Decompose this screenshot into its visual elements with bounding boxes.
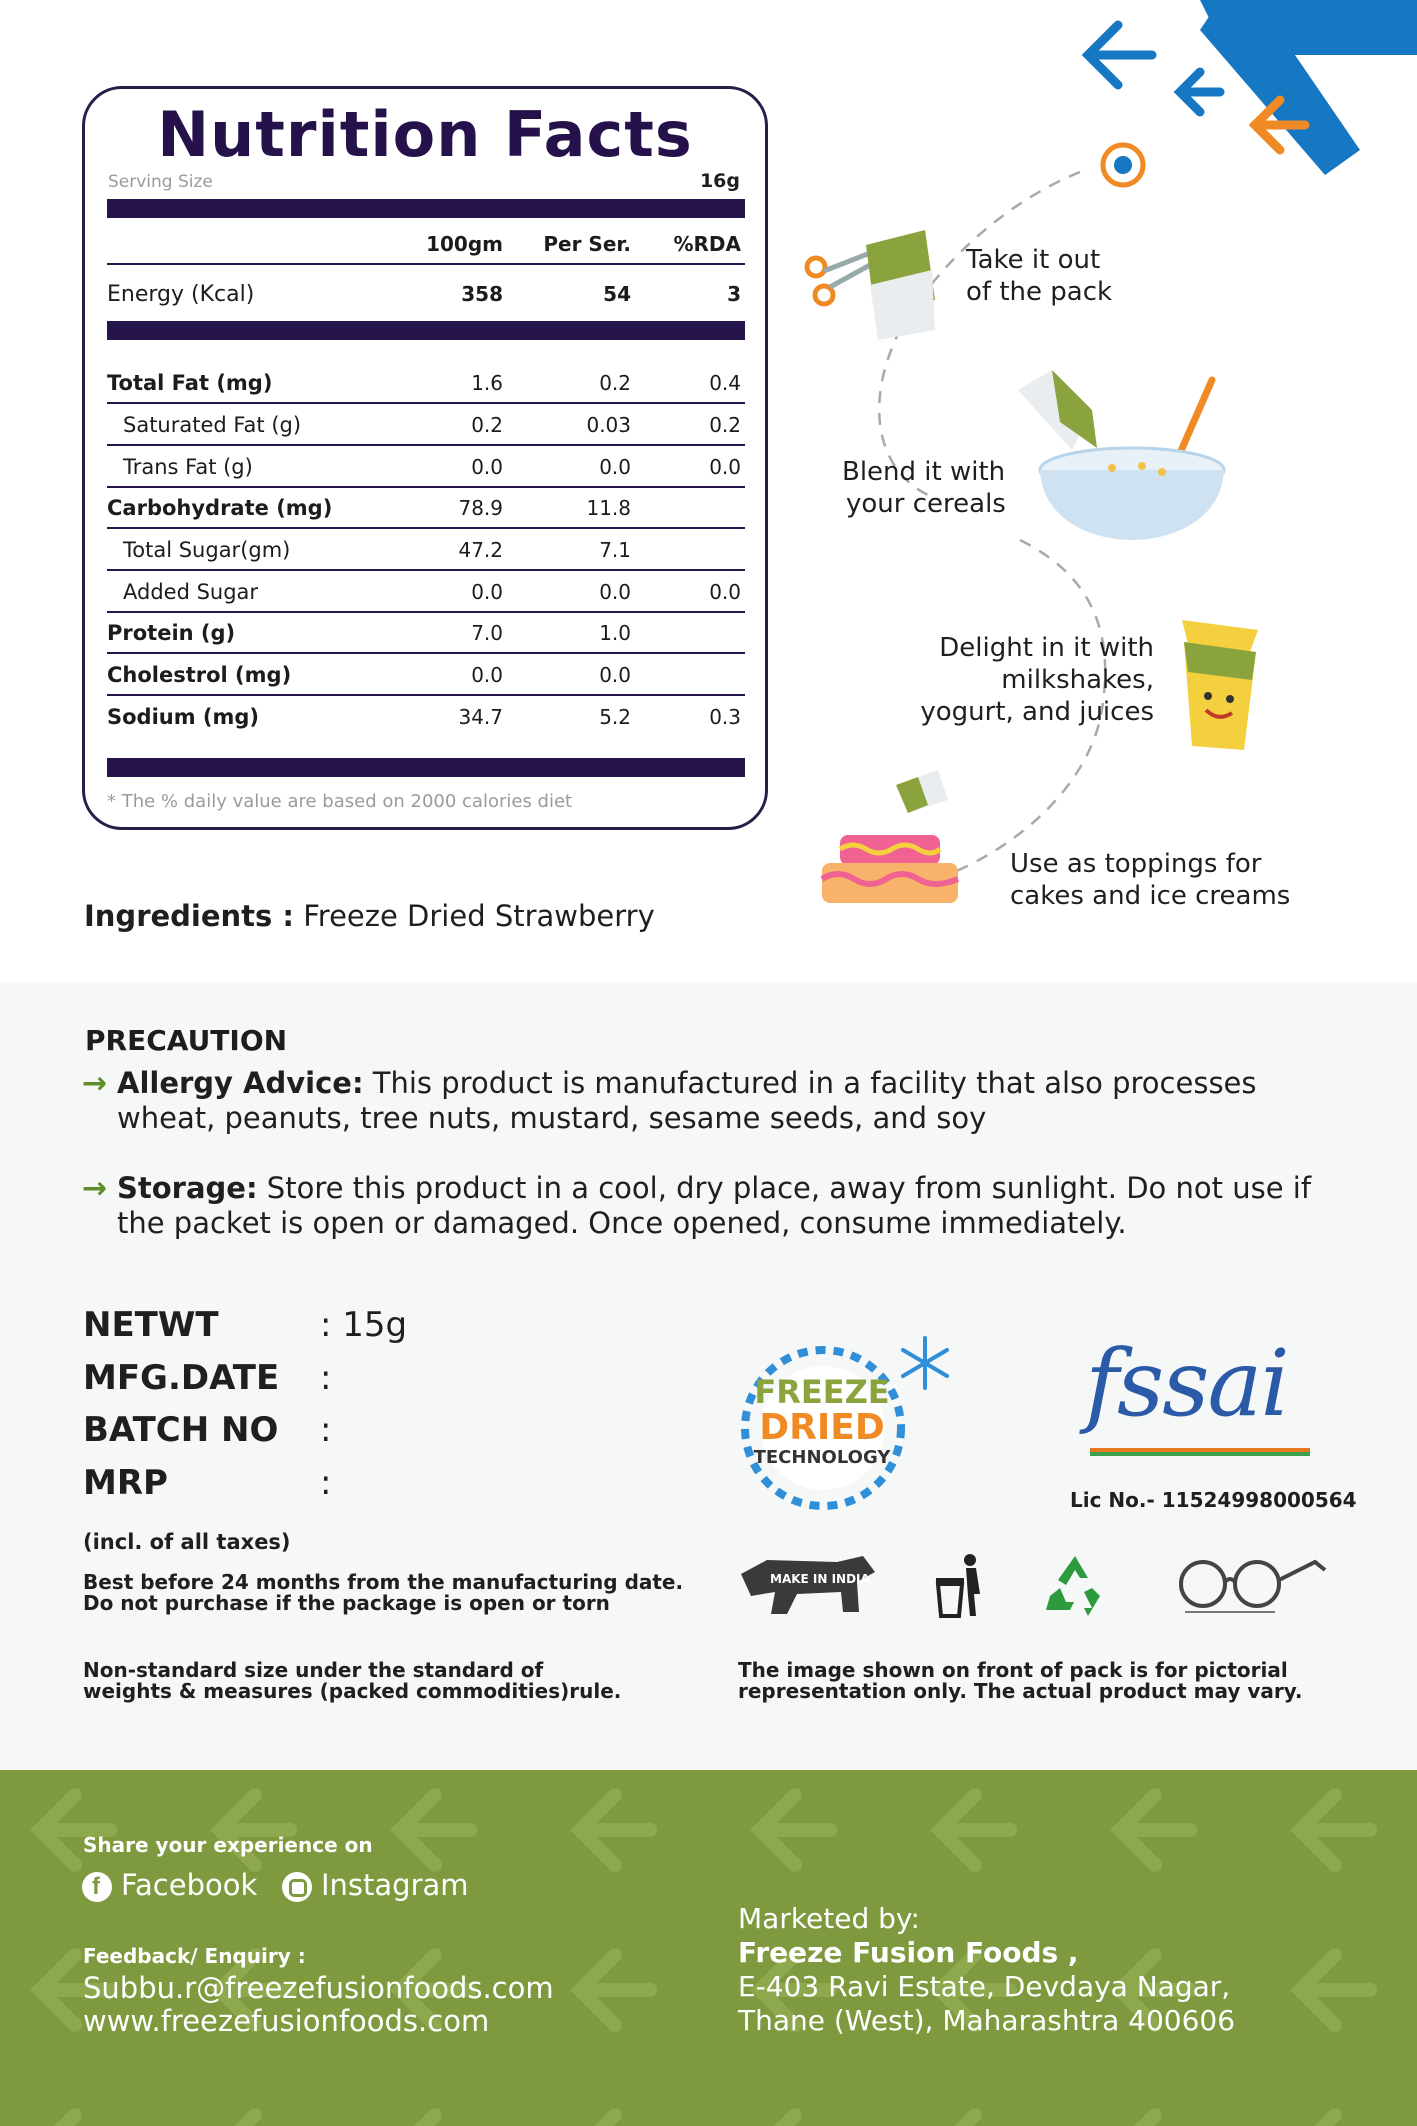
nutrient-label: Carbohydrate (mg) [107, 496, 333, 520]
nutrient-value-100: 34.7 [458, 705, 503, 729]
energy-per: 54 [603, 282, 631, 306]
row-divider [107, 444, 745, 446]
share-experience-label: Share your experience on [83, 1833, 373, 1857]
ingredients-value: Freeze Dried Strawberry [303, 899, 655, 933]
non-standard-line2: weights & measures (packed commodities)rule. [83, 1679, 622, 1703]
nutrient-value-per-serving: 0.2 [599, 371, 631, 395]
divider [107, 263, 745, 265]
nutrient-row [107, 613, 745, 655]
taxes-note: (incl. of all taxes) [83, 1530, 291, 1554]
step3-line2: milkshakes, [1001, 665, 1154, 695]
arrow-right-icon: → [82, 1066, 108, 1101]
mfg-date-value: : [320, 1358, 332, 1398]
col-100gm: 100gm [426, 232, 503, 256]
facebook-icon[interactable]: f [82, 1872, 112, 1902]
allergy-line2: wheat, peanuts, tree nuts, mustard, sesame seeds, and soy [117, 1101, 987, 1135]
nutrient-value-100: 0.0 [471, 580, 503, 604]
nutrient-label: Added Sugar [123, 580, 259, 604]
mrp-key: MRP [83, 1463, 168, 1503]
technology-word: TECHNOLOGY [753, 1447, 891, 1468]
step3-text [920, 632, 1154, 728]
batch-no-value: : [320, 1410, 332, 1450]
pictorial-note [738, 1660, 1303, 1702]
make-in-india-text: MAKE IN INDIA [770, 1572, 870, 1586]
step3-line1: Delight in it with [939, 633, 1154, 663]
allergy-label: Allergy Advice: [117, 1066, 364, 1100]
nutrient-value-100: 78.9 [458, 496, 503, 520]
nutrient-value-per-serving: 7.1 [599, 538, 631, 562]
row-divider [107, 569, 745, 571]
nutrient-value-rda: 0.0 [709, 455, 741, 479]
target-icon [1099, 141, 1147, 189]
step4-text [1010, 848, 1290, 912]
nutrient-row [107, 572, 745, 614]
step2-line2: your cereals [846, 489, 1006, 519]
nutrient-value-rda: 0.2 [709, 413, 741, 437]
address-line2: Thane (West), Maharashtra 400606 [738, 2004, 1236, 2037]
address-line1: E-403 Ravi Estate, Devdaya Nagar, [738, 1970, 1231, 2003]
storage-line1: Store this product in a cool, dry place, away from sunlight. Do not use if [257, 1171, 1312, 1205]
column-headers [107, 224, 745, 266]
nutrient-value-per-serving: 1.0 [599, 621, 631, 645]
cereal-bowl-icon [1012, 370, 1262, 550]
divider-thick [107, 321, 745, 340]
serving-size-value: 16g [699, 170, 740, 192]
netwt-value: : 15g [320, 1305, 408, 1345]
smoothie-cup-icon [1170, 610, 1270, 760]
nutrition-title: Nutrition Facts [157, 98, 693, 171]
step2-text [842, 456, 1006, 520]
nutrient-label: Cholestrol (mg) [107, 663, 292, 687]
nutrient-row [107, 363, 745, 405]
ingredients-label: Ingredients : [84, 899, 294, 933]
batch-no-key: BATCH NO [83, 1410, 279, 1450]
license-number: Lic No.- 11524998000564 [1070, 1488, 1357, 1512]
netwt-key: NETWT [83, 1305, 219, 1345]
nutrient-value-per-serving: 0.03 [586, 413, 631, 437]
non-standard-note [83, 1660, 621, 1702]
best-before-line1: Best before 24 months from the manufacturing date. [83, 1570, 684, 1594]
nutrient-value-100: 7.0 [471, 621, 503, 645]
row-divider [107, 694, 745, 696]
freeze-word: FREEZE [754, 1373, 890, 1411]
nutrient-label: Sodium (mg) [107, 705, 260, 729]
nutrient-label: Trans Fat (g) [123, 455, 253, 479]
nutrient-row [107, 447, 745, 489]
best-before-line2: Do not purchase if the package is open or torn [83, 1591, 610, 1615]
step1-line1: Take it out [966, 245, 1101, 275]
nutrient-value-per-serving: 5.2 [599, 705, 631, 729]
nutrient-label: Saturated Fat (g) [123, 413, 302, 437]
energy-label: Energy (Kcal) [107, 282, 255, 307]
nutrient-row [107, 655, 745, 697]
email-link[interactable]: Subbu.r@freezefusionfoods.com [83, 1971, 554, 2005]
non-standard-line1: Non-standard size under the standard of [83, 1658, 544, 1682]
nutrient-row [107, 488, 745, 530]
swachh-bharat-glasses-icon [1175, 1552, 1330, 1618]
nutrient-row [107, 405, 745, 447]
nutrient-value-per-serving: 11.8 [586, 496, 631, 520]
col-per-serving: Per Ser. [543, 232, 631, 256]
step4-line2: cakes and ice creams [1010, 881, 1291, 911]
energy-100: 358 [461, 282, 503, 306]
marketed-by-label: Marketed by: [738, 1902, 920, 1935]
fssai-logo: fssai [1085, 1330, 1288, 1437]
nutrient-value-per-serving: 0.0 [599, 455, 631, 479]
pictorial-line1: The image shown on front of pack is for pictorial [738, 1658, 1288, 1682]
nutrient-value-per-serving: 0.0 [599, 663, 631, 687]
nutrient-value-rda: 0.4 [709, 371, 741, 395]
nutrient-value-per-serving: 0.0 [599, 580, 631, 604]
step3-line3: yogurt, and juices [920, 697, 1154, 727]
dried-word: DRIED [759, 1407, 885, 1448]
nutrient-value-100: 0.2 [471, 413, 503, 437]
nutrient-value-100: 0.0 [471, 663, 503, 687]
step1-text [966, 244, 1112, 308]
step4-line1: Use as toppings for [1010, 849, 1262, 879]
daily-value-footnote: * The % daily value are based on 2000 calories diet [107, 791, 573, 812]
nutrient-label: Total Fat (mg) [107, 371, 273, 395]
nutrient-value-100: 0.0 [471, 455, 503, 479]
col-rda: %RDA [673, 232, 741, 256]
precaution-heading: PRECAUTION [85, 1024, 288, 1057]
feedback-label: Feedback/ Enquiry : [83, 1944, 306, 1968]
best-before-note [83, 1572, 683, 1614]
storage-line2: the packet is open or damaged. Once opened, consume immediately. [117, 1206, 1127, 1240]
divider-thick [107, 199, 745, 218]
storage-label: Storage: [117, 1171, 258, 1205]
company-name: Freeze Fusion Foods , [738, 1936, 1079, 1969]
row-divider [107, 527, 745, 529]
recycle-icon [1040, 1552, 1110, 1618]
instagram-icon[interactable] [282, 1872, 312, 1902]
serving-size-label: Serving Size [108, 172, 213, 192]
website-link[interactable]: www.freezefusionfoods.com [83, 2004, 490, 2038]
pictorial-line2: representation only. The actual product may vary. [738, 1679, 1303, 1703]
nutrient-value-rda: 0.0 [709, 580, 741, 604]
cake-icon [818, 765, 978, 915]
nutrient-value-rda: 0.3 [709, 705, 741, 729]
nutrient-row [107, 697, 745, 739]
step1-line2: of the pack [966, 277, 1113, 307]
mrp-value: : [320, 1463, 332, 1503]
nutrient-row [107, 530, 745, 572]
allergy-advice [117, 1066, 1257, 1136]
arrow-right-icon: → [82, 1171, 108, 1206]
fssai-underline-green [1090, 1452, 1310, 1456]
energy-rda: 3 [727, 282, 741, 306]
allergy-line1: This product is manufactured in a facility that also processes [363, 1066, 1257, 1100]
storage-advice [117, 1171, 1311, 1241]
instagram-link[interactable]: Instagram [321, 1868, 469, 1902]
scissors-pack-icon [800, 225, 940, 345]
ingredients-line [84, 899, 655, 933]
row-divider [107, 652, 745, 654]
divider-thick [107, 758, 745, 777]
dustbin-icon [930, 1552, 984, 1618]
row-divider [107, 402, 745, 404]
facebook-link[interactable]: Facebook [121, 1868, 258, 1902]
nutrient-label: Protein (g) [107, 621, 236, 645]
step2-line1: Blend it with [842, 457, 1006, 487]
energy-row [107, 274, 745, 316]
mfg-date-key: MFG.DATE [83, 1358, 280, 1398]
nutrient-label: Total Sugar(gm) [123, 538, 291, 562]
nutrient-value-100: 47.2 [458, 538, 503, 562]
nutrient-value-100: 1.6 [471, 371, 503, 395]
